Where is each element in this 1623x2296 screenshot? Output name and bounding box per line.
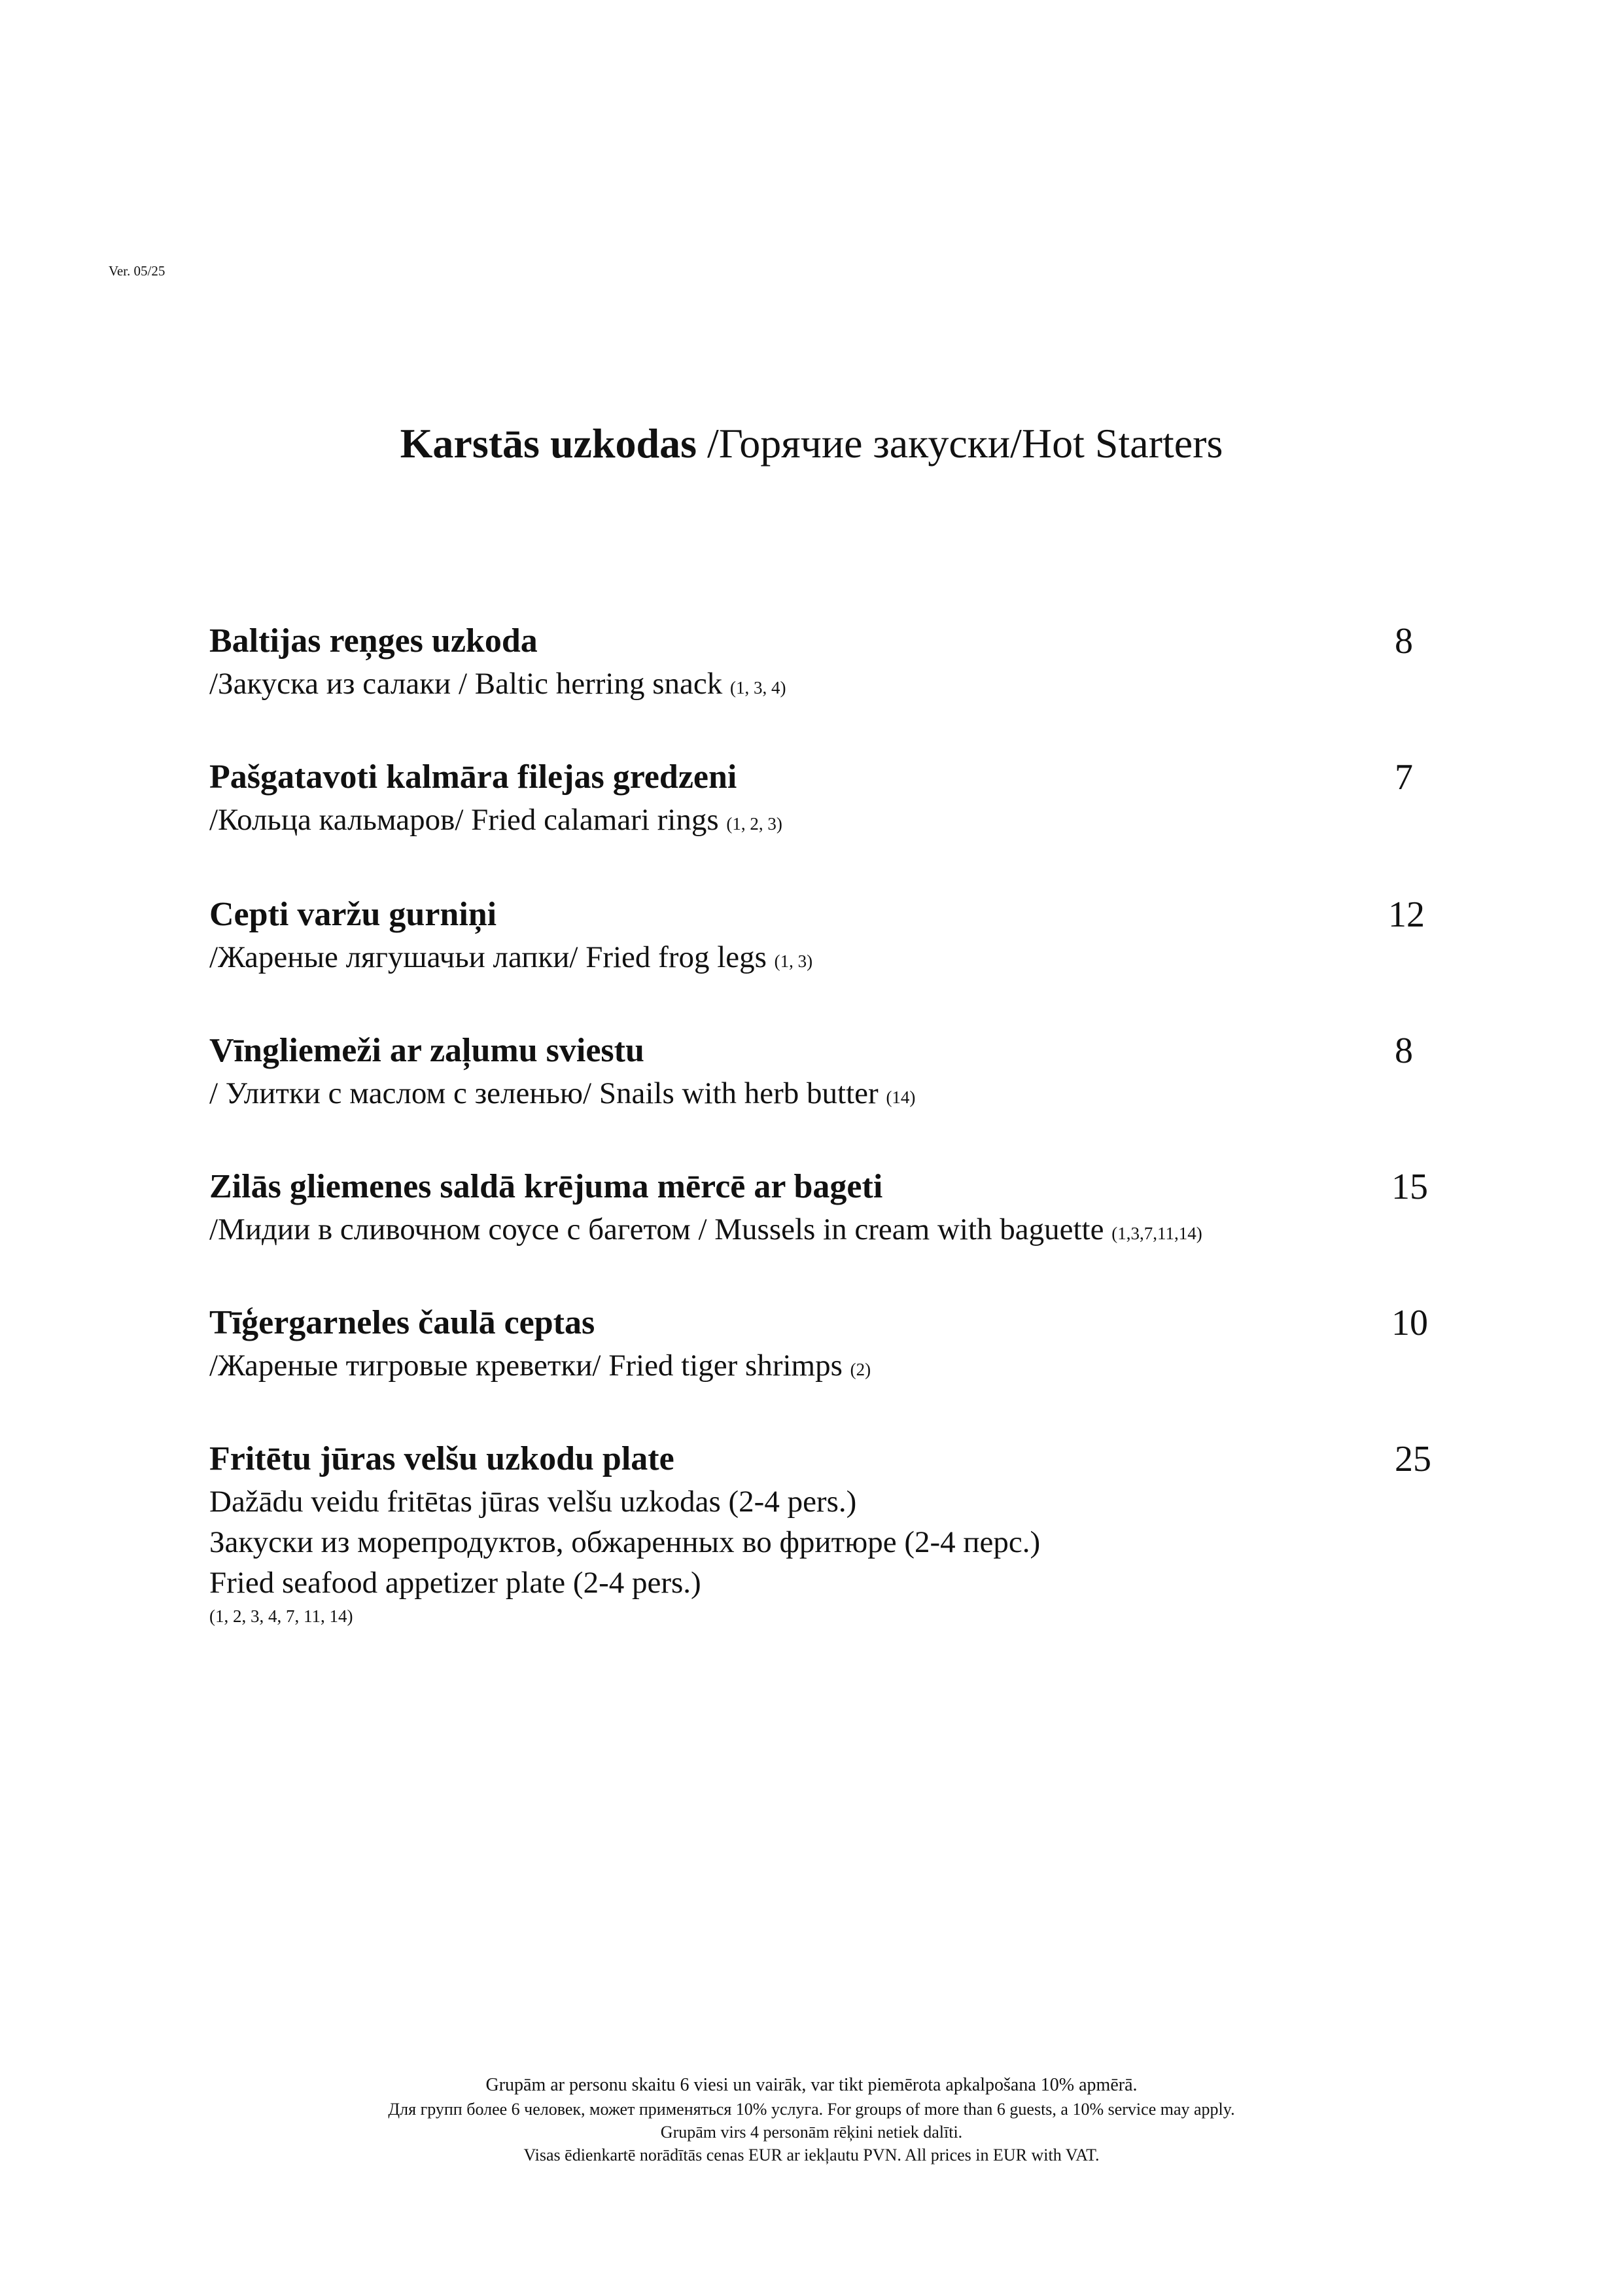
allergen-codes: (2) <box>850 1360 871 1379</box>
menu-item <box>209 619 1439 708</box>
allergen-codes: (1,3,7,11,14) <box>1111 1224 1202 1243</box>
menu-item <box>209 1437 1439 1629</box>
footer-line: Visas ēdienkartē norādītās cenas EUR ar iekļautu PVN. All prices in EUR with VAT. <box>523 2146 1100 2164</box>
footer-line: Grupām ar personu skaitu 6 viesi un vairāk, var tikt piemērota apkalpošana 10% apmērā. <box>485 2075 1138 2095</box>
item-description-text: /Жареные тигровые креветки/ Fried tiger shrimps <box>209 1349 843 1383</box>
footer-line: Grupām virs 4 personām rēķini netiek dalīti. <box>660 2123 963 2142</box>
item-description-text: /Жареные лягушачьи лапки/ Fried frog legs <box>209 940 767 974</box>
item-description-line: Fried seafood appetizer plate (2-4 pers.) <box>209 1566 701 1600</box>
item-name: Baltijas reņges uzkoda <box>209 622 538 660</box>
item-price: 12 <box>1388 894 1425 935</box>
item-description-text: / Улитки с маслом с зеленью/ Snails with herb butter <box>209 1076 879 1110</box>
item-description <box>209 1073 1439 1118</box>
title-latvian: Karstās uzkodas <box>400 420 697 467</box>
allergen-codes: (14) <box>886 1087 916 1107</box>
allergen-codes: (1, 2, 3, 4, 7, 11, 14) <box>209 1606 353 1626</box>
menu-item <box>209 755 1439 844</box>
allergen-codes: (1, 3) <box>774 951 813 971</box>
item-description-text: /Кольца кальмаров/ Fried calamari rings <box>209 803 719 837</box>
menu-item <box>209 1165 1439 1254</box>
item-price: 10 <box>1391 1303 1428 1343</box>
footer-line: Для групп более 6 человек, может применяться 10% услуга. For groups of more than 6 guests, a 10% service may apply. <box>388 2100 1235 2119</box>
item-name: Zilās gliemenes saldā krējuma mērcē ar bageti <box>209 1168 883 1205</box>
item-name: Vīngliemeži ar zaļumu sviestu <box>209 1032 644 1069</box>
footer-notes <box>0 2073 1623 2166</box>
item-description <box>209 1209 1439 1254</box>
item-description <box>209 663 1439 708</box>
item-description-text: /Мидии в сливочном соусе с багетом / Mussels in cream with baguette <box>209 1212 1104 1246</box>
menu-item <box>209 892 1439 981</box>
item-description <box>209 937 1439 981</box>
item-description-line: Закуски из морепродуктов, обжаренных во фритюре (2-4 перс.) <box>209 1525 1041 1559</box>
menu-item <box>209 1301 1439 1390</box>
item-name: Cepti varžu gurniņi <box>209 896 497 933</box>
item-name: Pašgatavoti kalmāra filejas gredzeni <box>209 758 737 796</box>
item-price: 8 <box>1395 621 1413 662</box>
item-description-text: /Закуска из салаки / Baltic herring snack <box>209 667 723 701</box>
item-price: 15 <box>1391 1167 1428 1207</box>
item-description <box>209 800 1439 844</box>
item-name: Fritētu jūras velšu uzkodu plate <box>209 1440 674 1477</box>
item-description <box>209 1345 1439 1390</box>
item-price: 25 <box>1395 1439 1431 1479</box>
item-name: Tīģergarneles čaulā ceptas <box>209 1304 595 1341</box>
allergen-codes: (1, 2, 3) <box>726 814 782 834</box>
version-label: Ver. 05/25 <box>109 263 166 279</box>
allergen-codes: (1, 3, 4) <box>730 678 786 698</box>
page-title <box>0 419 1623 469</box>
item-price: 8 <box>1395 1031 1413 1071</box>
menu-item <box>209 1029 1439 1118</box>
item-description-line: Dažādu veidu fritētas jūras velšu uzkodas (2-4 pers.) <box>209 1485 857 1519</box>
title-translations: /Горячие закуски/Hot Starters <box>697 420 1223 467</box>
item-price: 7 <box>1395 757 1413 798</box>
